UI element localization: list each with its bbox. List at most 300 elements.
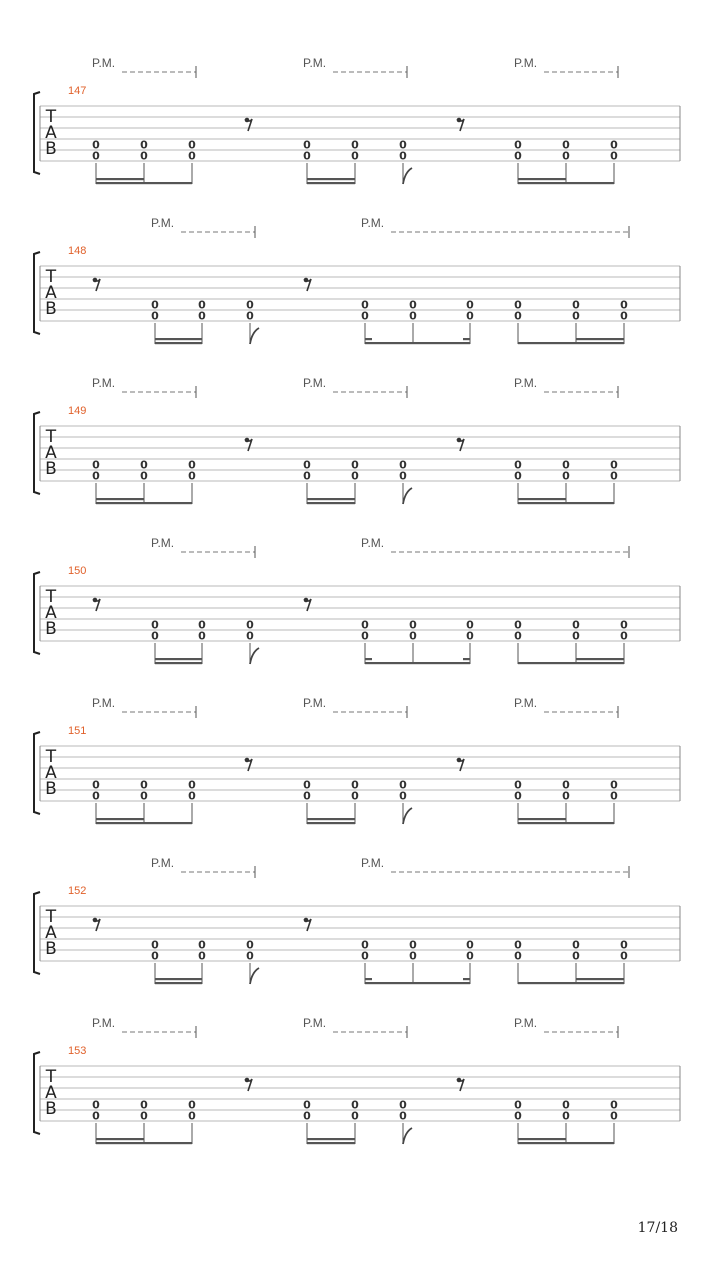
fret-number: 0 [151, 949, 159, 963]
tab-clef-letter: T [45, 107, 57, 127]
chord [303, 139, 311, 185]
fret-number: 0 [303, 469, 311, 483]
eighth-rest [93, 278, 100, 291]
chord [514, 459, 522, 505]
chord [514, 619, 522, 665]
palm-mute-marking [92, 376, 196, 398]
fret-number: 0 [92, 469, 100, 483]
fret-number: 0 [514, 938, 522, 952]
tab-clef-letter: B [45, 459, 57, 479]
fret-number: 0 [188, 458, 196, 472]
tab-system [34, 216, 680, 344]
tab-system [34, 1016, 680, 1144]
measure-number: 148 [68, 245, 87, 257]
fret-number: 0 [399, 789, 407, 803]
fret-number: 0 [188, 1109, 196, 1123]
pm-label: P.M. [514, 56, 538, 70]
beam-secondary [576, 658, 624, 660]
fret-number: 0 [246, 938, 254, 952]
tab-clef-letter: A [45, 763, 57, 783]
chord [562, 1099, 570, 1145]
chord [303, 459, 311, 505]
fret-number: 0 [92, 789, 100, 803]
fret-number: 0 [514, 629, 522, 643]
chord [92, 1099, 100, 1145]
chord [620, 939, 628, 985]
tab-clef-letter: T [45, 427, 57, 447]
palm-mute-marking [361, 856, 629, 878]
measure-number: 151 [68, 725, 87, 737]
chord [610, 139, 618, 185]
note-flag [250, 328, 259, 344]
beam [307, 502, 355, 504]
eighth-rest [457, 758, 464, 771]
chord [351, 779, 359, 825]
fret-number: 0 [610, 469, 618, 483]
tab-system [34, 536, 680, 664]
palm-mute-marking [92, 56, 196, 78]
fret-number: 0 [610, 1109, 618, 1123]
beam [307, 822, 355, 824]
fret-number: 0 [399, 469, 407, 483]
fret-number: 0 [188, 778, 196, 792]
beam-stub [365, 978, 372, 980]
beam-secondary [518, 498, 566, 500]
palm-mute-marking [361, 536, 629, 558]
chord [610, 459, 618, 505]
beam [518, 502, 614, 504]
fret-number: 0 [92, 1109, 100, 1123]
beam-secondary [518, 818, 566, 820]
fret-number: 0 [140, 1109, 148, 1123]
palm-mute-marking [303, 696, 407, 718]
fret-number: 0 [351, 789, 359, 803]
chord [351, 139, 359, 185]
tab-clef-letter: B [45, 299, 57, 319]
pm-label: P.M. [303, 1016, 327, 1030]
beam [96, 502, 192, 504]
palm-mute-marking [514, 56, 618, 78]
chord [303, 779, 311, 825]
palm-mute-marking [361, 216, 629, 238]
fret-number: 0 [409, 938, 417, 952]
palm-mute-marking [303, 376, 407, 398]
fret-number: 0 [246, 949, 254, 963]
fret-number: 0 [188, 1098, 196, 1112]
pm-label: P.M. [514, 376, 538, 390]
eighth-rest [245, 1078, 252, 1091]
system-bracket [34, 92, 40, 174]
pm-label: P.M. [151, 856, 175, 870]
fret-number: 0 [198, 618, 206, 632]
fret-number: 0 [399, 149, 407, 163]
pm-label: P.M. [92, 1016, 116, 1030]
beam-secondary [155, 338, 202, 340]
palm-mute-marking [514, 376, 618, 398]
fret-number: 0 [562, 138, 570, 152]
fret-number: 0 [188, 149, 196, 163]
palm-mute-marking [92, 696, 196, 718]
eighth-rest [457, 1078, 464, 1091]
fret-number: 0 [610, 149, 618, 163]
chord [140, 1099, 148, 1145]
fret-number: 0 [409, 629, 417, 643]
note-flag [250, 648, 259, 664]
beam-stub [463, 338, 470, 340]
fret-number: 0 [361, 938, 369, 952]
fret-number: 0 [466, 618, 474, 632]
chord [140, 779, 148, 825]
chord [188, 459, 196, 505]
fret-number: 0 [562, 778, 570, 792]
pm-label: P.M. [92, 696, 116, 710]
fret-number: 0 [466, 309, 474, 323]
fret-number: 0 [562, 149, 570, 163]
palm-mute-marking [303, 56, 407, 78]
tab-clef-letter: A [45, 283, 57, 303]
fret-number: 0 [572, 309, 580, 323]
fret-number: 0 [140, 149, 148, 163]
tab-system [34, 376, 680, 504]
fret-number: 0 [151, 309, 159, 323]
fret-number: 0 [620, 309, 628, 323]
beam-stub [365, 338, 372, 340]
beam-secondary [96, 498, 144, 500]
fret-number: 0 [351, 138, 359, 152]
fret-number: 0 [198, 309, 206, 323]
system-bracket [34, 1052, 40, 1134]
beam-secondary [155, 658, 202, 660]
beam [518, 182, 614, 184]
fret-number: 0 [92, 1098, 100, 1112]
eighth-rest [93, 598, 100, 611]
chord [140, 459, 148, 505]
beam-secondary [307, 498, 355, 500]
tab-clef-letter: B [45, 1099, 57, 1119]
beam [96, 182, 192, 184]
fret-number: 0 [351, 149, 359, 163]
fret-number: 0 [92, 778, 100, 792]
beam [96, 822, 192, 824]
pm-label: P.M. [151, 536, 175, 550]
tab-clef-letter: B [45, 139, 57, 159]
fret-number: 0 [198, 938, 206, 952]
beam-secondary [307, 818, 355, 820]
fret-number: 0 [610, 458, 618, 472]
eighth-rest [304, 278, 311, 291]
chord [572, 619, 580, 665]
beam [518, 342, 624, 344]
fret-number: 0 [572, 618, 580, 632]
chord [572, 939, 580, 985]
fret-number: 0 [466, 938, 474, 952]
system-bracket [34, 892, 40, 974]
chord [351, 1099, 359, 1145]
tab-clef-letter: A [45, 1083, 57, 1103]
eighth-rest [457, 118, 464, 131]
eighth-rest [245, 118, 252, 131]
fret-number: 0 [620, 618, 628, 632]
fret-number: 0 [351, 1109, 359, 1123]
beam-secondary [576, 338, 624, 340]
fret-number: 0 [514, 1109, 522, 1123]
fret-number: 0 [610, 778, 618, 792]
measure-number: 147 [68, 85, 87, 97]
beam-secondary [96, 818, 144, 820]
fret-number: 0 [399, 458, 407, 472]
fret-number: 0 [514, 618, 522, 632]
chord [151, 299, 159, 345]
fret-number: 0 [188, 138, 196, 152]
pm-label: P.M. [303, 56, 327, 70]
chord [466, 939, 474, 985]
fret-number: 0 [140, 458, 148, 472]
fret-number: 0 [140, 778, 148, 792]
fret-number: 0 [620, 629, 628, 643]
chord [361, 939, 369, 985]
beam [365, 342, 470, 344]
measure-number: 150 [68, 565, 87, 577]
fret-number: 0 [351, 778, 359, 792]
fret-number: 0 [246, 618, 254, 632]
fret-number: 0 [466, 629, 474, 643]
fret-number: 0 [188, 789, 196, 803]
tab-clef-letter: A [45, 123, 57, 143]
fret-number: 0 [610, 138, 618, 152]
fret-number: 0 [466, 298, 474, 312]
chord [188, 779, 196, 825]
fret-number: 0 [399, 1109, 407, 1123]
fret-number: 0 [361, 629, 369, 643]
chord [610, 1099, 618, 1145]
beam [365, 982, 470, 984]
chord [514, 939, 522, 985]
fret-number: 0 [198, 949, 206, 963]
tab-clef-letter: A [45, 603, 57, 623]
beam-stub [463, 658, 470, 660]
fret-number: 0 [188, 469, 196, 483]
fret-number: 0 [246, 629, 254, 643]
fret-number: 0 [351, 469, 359, 483]
fret-number: 0 [572, 949, 580, 963]
note-flag [250, 968, 259, 984]
note-flag [403, 808, 412, 824]
chord [620, 619, 628, 665]
fret-number: 0 [92, 138, 100, 152]
fret-number: 0 [246, 309, 254, 323]
chord [188, 139, 196, 185]
pm-label: P.M. [514, 1016, 538, 1030]
beam-secondary [518, 178, 566, 180]
fret-number: 0 [514, 298, 522, 312]
fret-number: 0 [92, 458, 100, 472]
system-bracket [34, 412, 40, 494]
fret-number: 0 [562, 458, 570, 472]
fret-number: 0 [198, 629, 206, 643]
fret-number: 0 [399, 778, 407, 792]
beam-secondary [96, 1138, 144, 1140]
beam-stub [365, 658, 372, 660]
fret-number: 0 [198, 298, 206, 312]
fret-number: 0 [466, 949, 474, 963]
fret-number: 0 [409, 309, 417, 323]
fret-number: 0 [399, 138, 407, 152]
palm-mute-marking [514, 696, 618, 718]
chord [92, 779, 100, 825]
pm-label: P.M. [361, 856, 385, 870]
pm-label: P.M. [303, 696, 327, 710]
fret-number: 0 [514, 1098, 522, 1112]
chord [466, 299, 474, 345]
fret-number: 0 [610, 789, 618, 803]
fret-number: 0 [151, 298, 159, 312]
fret-number: 0 [409, 949, 417, 963]
beam [307, 1142, 355, 1144]
fret-number: 0 [351, 458, 359, 472]
chord [303, 1099, 311, 1145]
fret-number: 0 [409, 298, 417, 312]
pm-label: P.M. [92, 56, 116, 70]
tab-system [34, 696, 680, 824]
fret-number: 0 [361, 309, 369, 323]
chord [514, 299, 522, 345]
chord [151, 619, 159, 665]
chord [562, 459, 570, 505]
tab-system [34, 856, 680, 984]
fret-number: 0 [140, 138, 148, 152]
chord [409, 619, 417, 665]
fret-number: 0 [514, 149, 522, 163]
fret-number: 0 [92, 149, 100, 163]
system-bracket [34, 572, 40, 654]
measure-number: 153 [68, 1045, 87, 1057]
fret-number: 0 [572, 629, 580, 643]
beam [365, 662, 470, 664]
fret-number: 0 [514, 789, 522, 803]
chord [351, 459, 359, 505]
beam-secondary [155, 978, 202, 980]
fret-number: 0 [514, 138, 522, 152]
fret-number: 0 [562, 789, 570, 803]
chord [466, 619, 474, 665]
palm-mute-marking [151, 856, 255, 878]
beam [96, 1142, 192, 1144]
fret-number: 0 [514, 469, 522, 483]
tab-clef-letter: T [45, 907, 57, 927]
eighth-rest [304, 918, 311, 931]
beam [518, 822, 614, 824]
fret-number: 0 [303, 778, 311, 792]
fret-number: 0 [514, 309, 522, 323]
beam-secondary [518, 1138, 566, 1140]
beam [155, 662, 202, 664]
tab-clef-letter: T [45, 1067, 57, 1087]
chord [514, 139, 522, 185]
fret-number: 0 [361, 949, 369, 963]
fret-number: 0 [610, 1098, 618, 1112]
beam-secondary [307, 1138, 355, 1140]
fret-number: 0 [303, 458, 311, 472]
pm-label: P.M. [92, 376, 116, 390]
chord [198, 619, 206, 665]
beam-secondary [576, 978, 624, 980]
measure-number: 149 [68, 405, 87, 417]
page-number: 17/18 [637, 1220, 678, 1236]
fret-number: 0 [246, 298, 254, 312]
pm-label: P.M. [361, 216, 385, 230]
fret-number: 0 [562, 1109, 570, 1123]
fret-number: 0 [562, 1098, 570, 1112]
eighth-rest [93, 918, 100, 931]
fret-number: 0 [303, 1098, 311, 1112]
pm-label: P.M. [303, 376, 327, 390]
chord [572, 299, 580, 345]
tab-clef-letter: T [45, 587, 57, 607]
fret-number: 0 [620, 938, 628, 952]
system-bracket [34, 732, 40, 814]
fret-number: 0 [140, 469, 148, 483]
system-bracket [34, 252, 40, 334]
palm-mute-marking [303, 1016, 407, 1038]
beam [155, 342, 202, 344]
pm-label: P.M. [361, 536, 385, 550]
chord [151, 939, 159, 985]
fret-number: 0 [303, 138, 311, 152]
fret-number: 0 [303, 789, 311, 803]
beam [518, 1142, 614, 1144]
eighth-rest [304, 598, 311, 611]
chord [198, 939, 206, 985]
chord [610, 779, 618, 825]
fret-number: 0 [572, 938, 580, 952]
eighth-rest [457, 438, 464, 451]
chord [562, 139, 570, 185]
beam-secondary [307, 178, 355, 180]
fret-number: 0 [303, 1109, 311, 1123]
chord [92, 459, 100, 505]
fret-number: 0 [361, 618, 369, 632]
fret-number: 0 [562, 469, 570, 483]
palm-mute-marking [151, 216, 255, 238]
chord [361, 299, 369, 345]
fret-number: 0 [151, 938, 159, 952]
chord [188, 1099, 196, 1145]
chord [361, 619, 369, 665]
beam-secondary [96, 178, 144, 180]
chord [198, 299, 206, 345]
note-flag [403, 488, 412, 504]
tab-clef-letter: A [45, 443, 57, 463]
tab-clef-letter: T [45, 267, 57, 287]
note-flag [403, 1128, 412, 1144]
beam [307, 182, 355, 184]
fret-number: 0 [514, 778, 522, 792]
fret-number: 0 [303, 149, 311, 163]
chord [514, 779, 522, 825]
beam [155, 982, 202, 984]
tab-system [34, 56, 680, 184]
fret-number: 0 [514, 949, 522, 963]
fret-number: 0 [572, 298, 580, 312]
fret-number: 0 [399, 1098, 407, 1112]
chord [409, 299, 417, 345]
pm-label: P.M. [514, 696, 538, 710]
fret-number: 0 [351, 1098, 359, 1112]
chord [92, 139, 100, 185]
chord [514, 1099, 522, 1145]
chord [620, 299, 628, 345]
tab-clef-letter: B [45, 619, 57, 639]
